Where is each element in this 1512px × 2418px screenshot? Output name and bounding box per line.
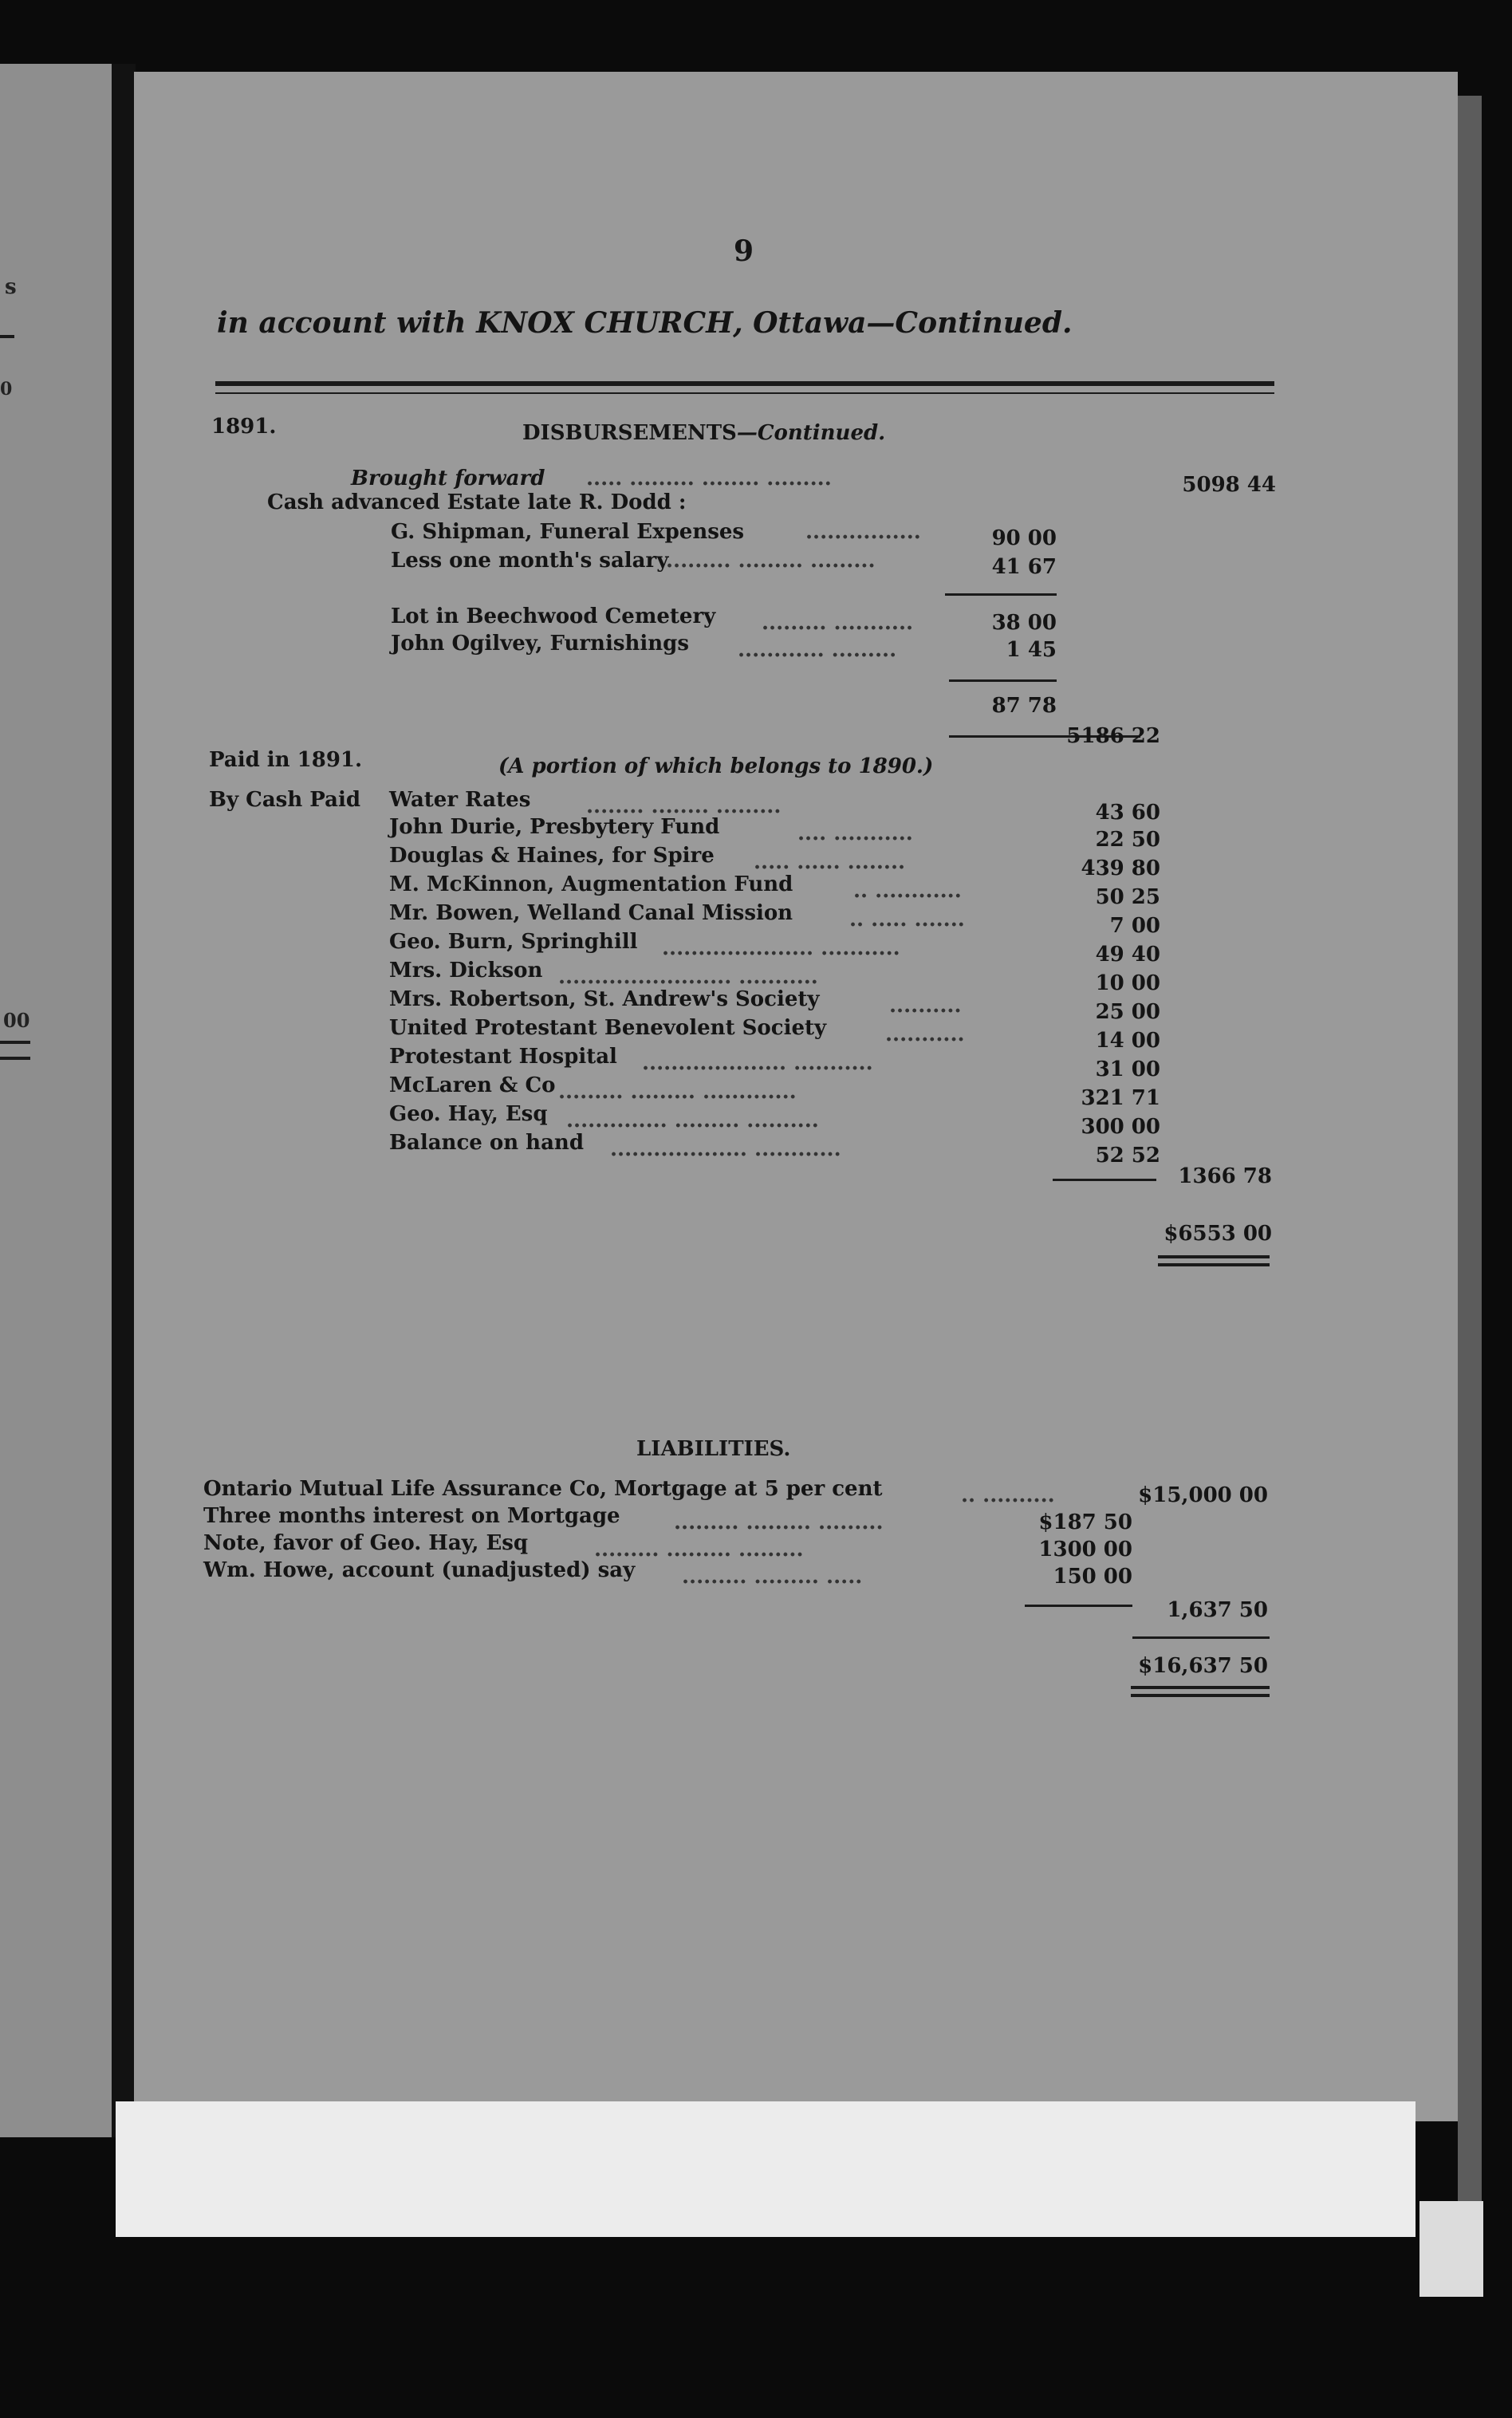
paid-item-amount: 300 00: [1081, 1115, 1160, 1139]
paid-item-amount: 22 50: [1095, 828, 1160, 852]
disbursement-item-label: Lot in Beechwood Cemetery: [391, 604, 716, 628]
paid-item-amount: 50 25: [1095, 885, 1160, 909]
paid-item-label: Water Rates: [389, 788, 531, 812]
liability-label: Three months interest on Mortgage: [203, 1504, 620, 1528]
subtotal-rule: [949, 679, 1057, 682]
leader-dots: ..........: [889, 994, 962, 1018]
leader-dots: ......... ......... .....: [682, 1565, 863, 1589]
leader-dots: ........................ ...........: [558, 965, 818, 989]
paid-item-amount: 52 52: [1095, 1144, 1160, 1168]
grand-total-double-rule: [1158, 1263, 1270, 1266]
leader-dots: ......... ......... .........: [674, 1510, 884, 1534]
book-spine: [112, 64, 136, 2137]
paid-item-amount: 7 00: [1109, 914, 1160, 938]
liability-grand-total: $16,637 50: [1138, 1654, 1268, 1678]
paid-item-label: Mrs. Robertson, St. Andrew's Society: [389, 987, 820, 1011]
right-page-edge: [1458, 96, 1482, 2249]
leader-dots: .. ..........: [961, 1483, 1055, 1507]
leader-dots: ......... ...........: [762, 611, 914, 635]
paid-item-label: United Protestant Benevolent Society: [389, 1016, 827, 1040]
liability-amount: 150 00: [1053, 1565, 1132, 1589]
left-page-fragment: 0: [0, 379, 13, 400]
liability-label: Ontario Mutual Life Assurance Co, Mortgage at 5 per cent: [203, 1477, 883, 1501]
paid-item-label: Balance on hand: [389, 1131, 585, 1155]
left-page-edge: [0, 64, 112, 2137]
paid-note: (A portion of which belongs to 1890.): [498, 754, 934, 778]
leader-dots: ................... ............: [610, 1137, 841, 1161]
paid-intro: By Cash Paid: [209, 788, 361, 812]
disbursement-item-label: Less one month's salary: [391, 549, 669, 573]
leader-dots: ......... ......... .............: [558, 1080, 797, 1104]
paid-item-label: Douglas & Haines, for Spire: [389, 844, 715, 868]
left-page-fragment: s: [5, 275, 17, 299]
paid-total: 1366 78: [1178, 1164, 1272, 1188]
header-rule-thin: [215, 392, 1274, 394]
leader-dots: .. ..... .......: [849, 908, 965, 931]
left-page-rule: [0, 1057, 30, 1060]
paid-item-amount: 10 00: [1095, 971, 1160, 995]
header-rule-thick: [215, 381, 1274, 386]
leader-dots: ........ ........ .........: [586, 794, 782, 818]
leader-dots: ..... ...... ........: [754, 850, 906, 874]
paid-item-amount: 14 00: [1095, 1029, 1160, 1053]
left-page-fragment: 00: [3, 1009, 30, 1032]
page-number: 9: [734, 234, 754, 268]
paid-item-amount: 321 71: [1081, 1086, 1160, 1110]
page-header: in account with KNOX CHURCH, Ottawa—Continued.: [217, 306, 1073, 340]
liability-subtotal: 1,637 50: [1167, 1598, 1268, 1622]
disbursement-item-amount: 1 45: [1006, 638, 1057, 662]
disbursement-item-amount: 41 67: [991, 555, 1057, 579]
liability-label: Note, favor of Geo. Hay, Esq: [203, 1531, 529, 1555]
leader-dots: ......... ......... .........: [594, 1538, 804, 1561]
disbursement-item-label: G. Shipman, Funeral Expenses: [391, 520, 745, 544]
liabilities-title: LIABILITIES.: [636, 1437, 791, 1461]
leader-dots: ..................... ...........: [662, 936, 900, 960]
paid-item-amount: 49 40: [1095, 943, 1160, 967]
leader-dots: ...........: [885, 1022, 965, 1046]
disbursements-title-suffix: —Continued.: [736, 421, 886, 445]
brought-forward-label: Brought forward: [351, 467, 545, 490]
paid-item-amount: 25 00: [1095, 1000, 1160, 1024]
cash-advanced-label: Cash advanced Estate late R. Dodd :: [267, 490, 687, 514]
liability-label: Wm. Howe, account (unadjusted) say: [203, 1558, 636, 1582]
paid-item-amount: 43 60: [1095, 801, 1160, 825]
subtotal-rule: [945, 593, 1057, 596]
liability-amount: $15,000 00: [1138, 1483, 1268, 1507]
left-page-rule: [0, 1041, 30, 1044]
leader-dots: .............. ......... ..........: [566, 1109, 819, 1132]
paid-item-amount: 31 00: [1095, 1057, 1160, 1081]
grand-total-double-rule: [1158, 1255, 1270, 1258]
paid-item-label: Geo. Hay, Esq: [389, 1102, 548, 1126]
disbursements-title-text: DISBURSEMENTS: [522, 421, 737, 445]
paid-item-amount: 439 80: [1081, 857, 1160, 880]
leader-dots: ......... ......... .........: [666, 549, 876, 573]
leader-dots: ................: [805, 520, 921, 544]
liability-double-rule: [1131, 1694, 1270, 1697]
disbursement-total: 5186 22: [1066, 724, 1160, 748]
leader-dots: .... ...........: [797, 821, 913, 845]
disbursements-title: [522, 421, 885, 445]
disbursement-item-label: John Ogilvey, Furnishings: [391, 632, 689, 656]
bottom-page-edge: [116, 2101, 1416, 2237]
paid-item-label: Geo. Burn, Springhill: [389, 930, 638, 954]
leader-dots: ............ .........: [738, 638, 897, 662]
disbursement-item-amount: 90 00: [991, 526, 1057, 550]
leader-dots: ..... ......... ........ .........: [586, 467, 832, 490]
paid-item-label: John Durie, Presbytery Fund: [389, 815, 720, 839]
paid-item-label: McLaren & Co: [389, 1073, 556, 1097]
liability-amount: $187 50: [1038, 1510, 1132, 1534]
paid-item-label: Mrs. Dickson: [389, 959, 543, 983]
left-page-rule: [0, 335, 14, 338]
bottom-page-edge-corner: [1419, 2201, 1483, 2297]
disbursement-subtotal: 87 78: [991, 694, 1057, 718]
leader-dots: .. ............: [853, 879, 962, 903]
paid-item-label: Protestant Hospital: [389, 1045, 617, 1069]
disbursement-item-amount: 38 00: [991, 611, 1057, 635]
year-label: 1891.: [211, 415, 277, 439]
liability-double-rule: [1131, 1686, 1270, 1689]
leader-dots: .................... ...........: [642, 1051, 873, 1075]
liability-sum-rule: [1132, 1636, 1270, 1639]
liability-subtotal-rule: [1025, 1605, 1132, 1607]
paid-item-label: Mr. Bowen, Welland Canal Mission: [389, 901, 793, 925]
paid-item-label: M. McKinnon, Augmentation Fund: [389, 872, 793, 896]
brought-forward-amount: 5098 44: [1182, 473, 1276, 497]
paid-total-rule: [1053, 1179, 1156, 1181]
liability-amount: 1300 00: [1038, 1538, 1132, 1561]
grand-total: $6553 00: [1164, 1222, 1272, 1246]
paid-label: Paid in 1891.: [209, 748, 363, 772]
